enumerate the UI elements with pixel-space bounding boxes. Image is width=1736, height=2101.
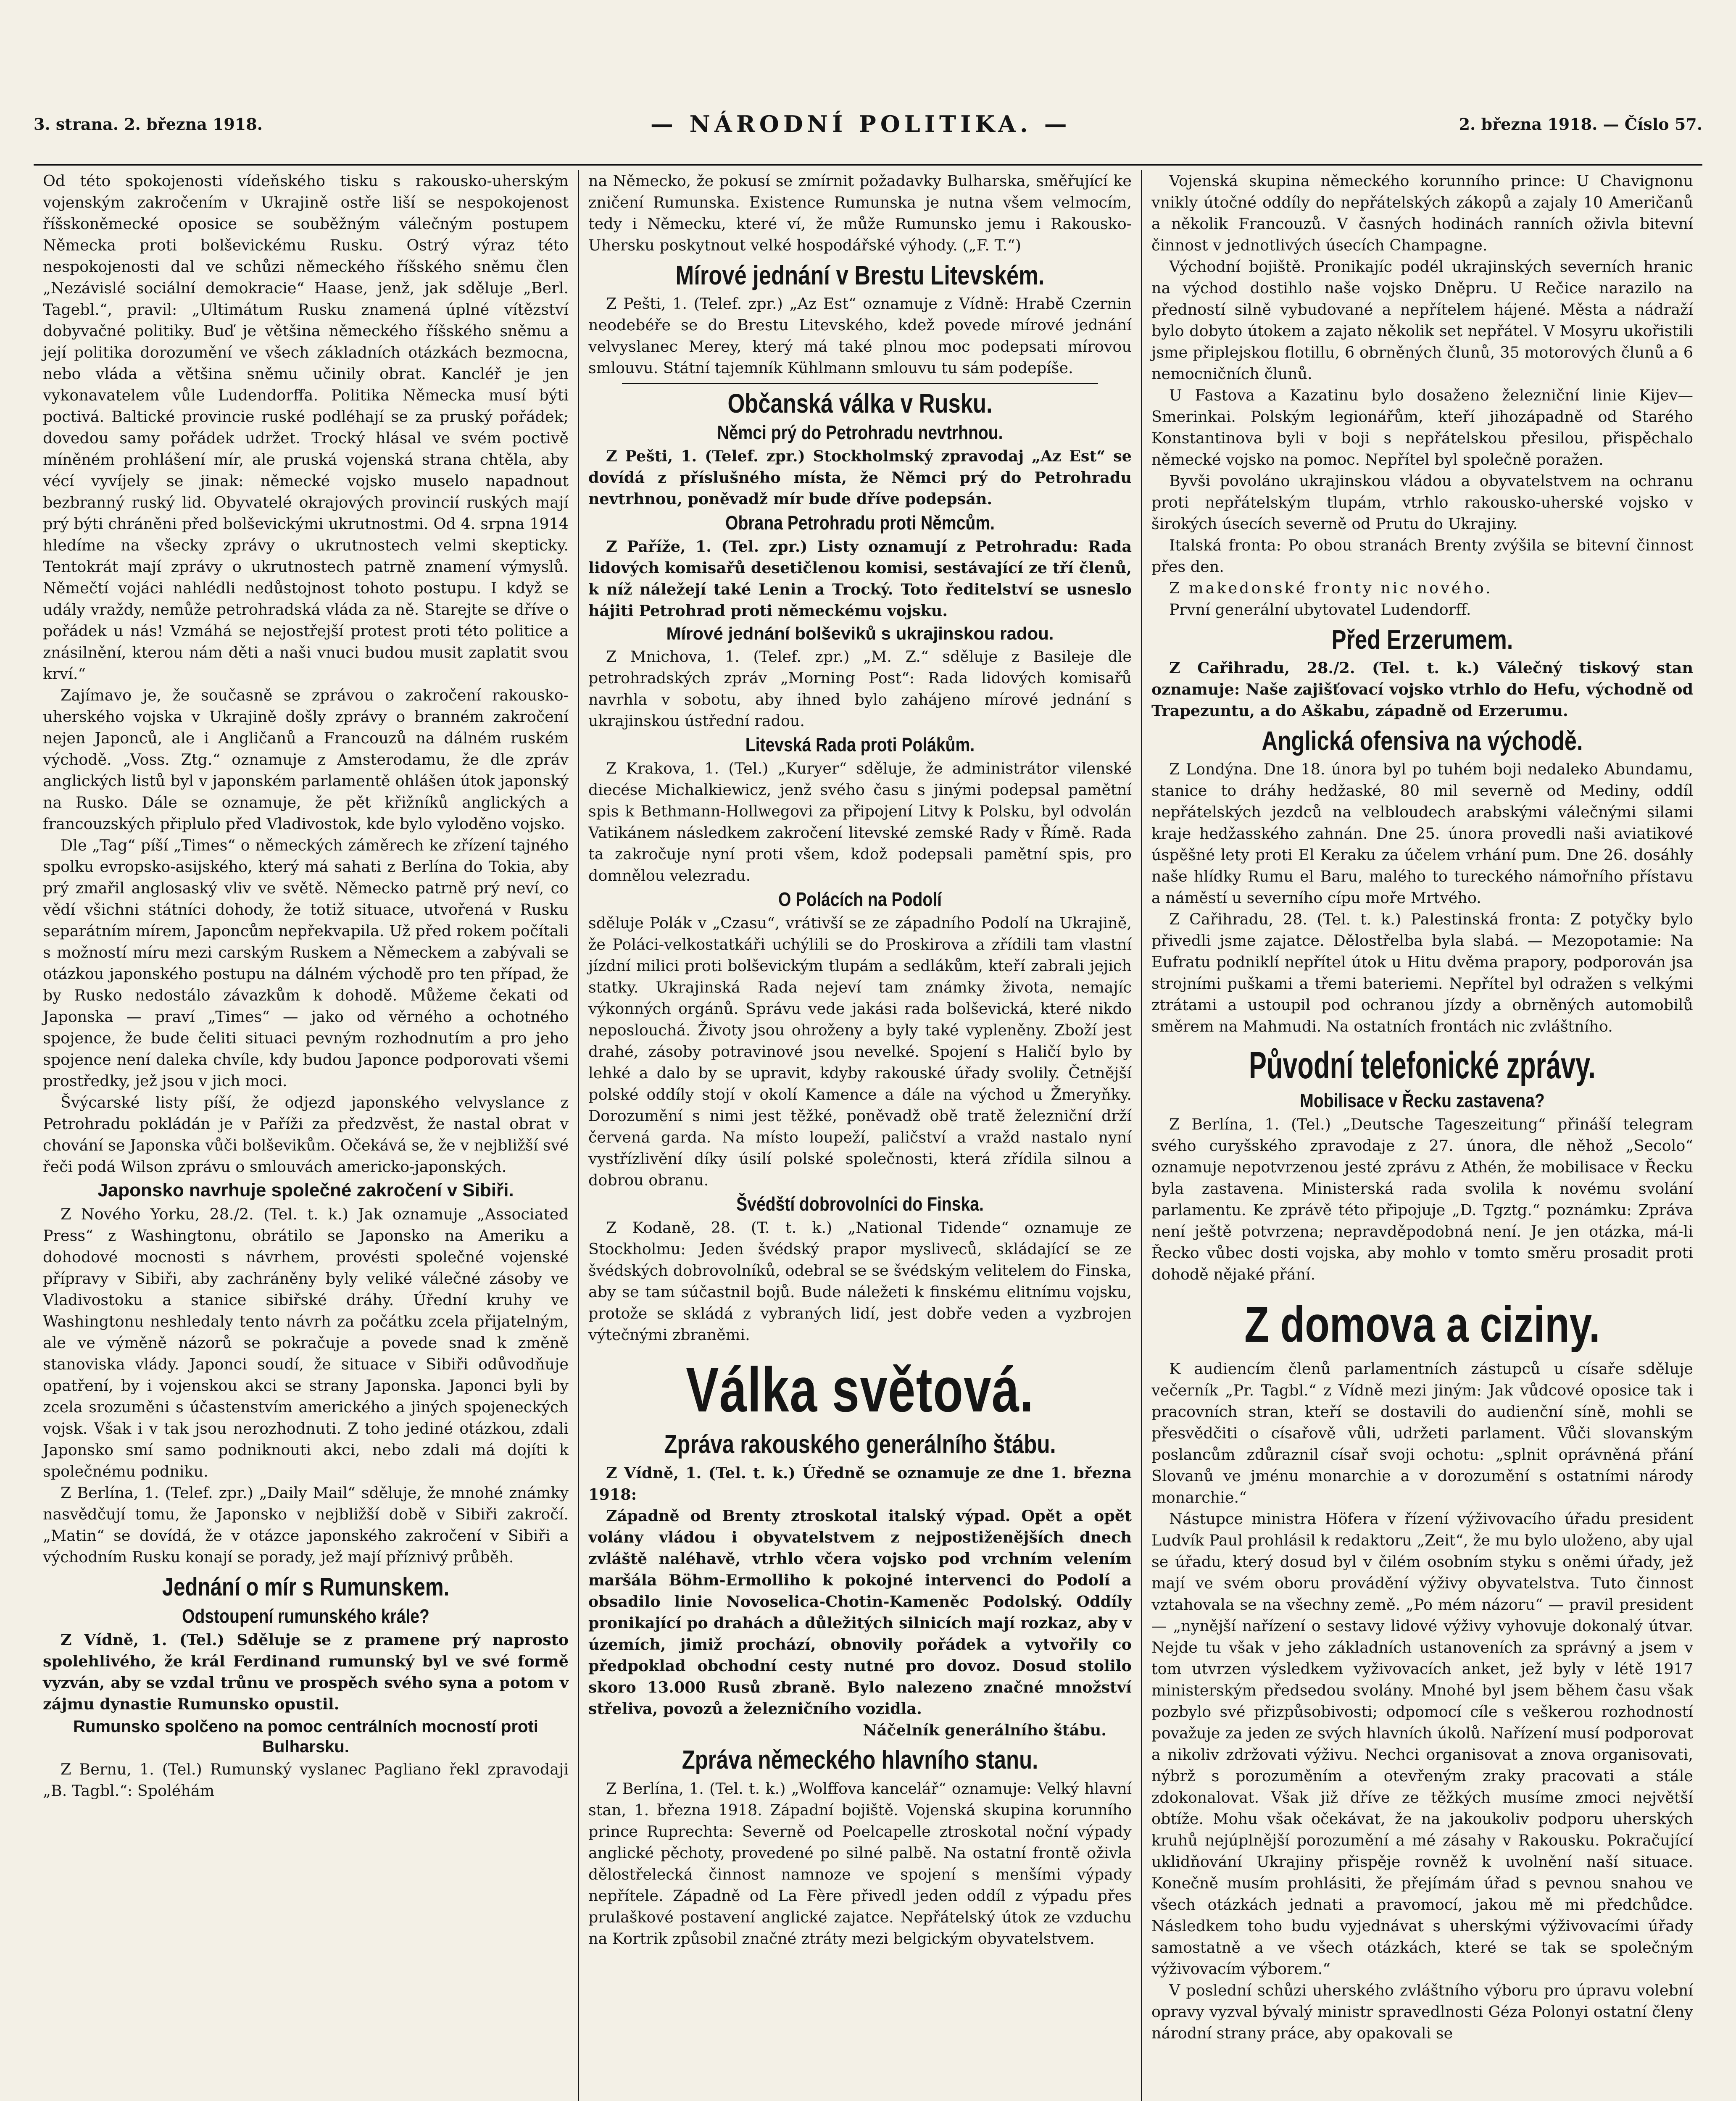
article-paragraph: K audiencím členů parlamentních zástupců u císaře sděluje večerník „Pr. Tagbl.“ z Vídně mezi jiným: Jak vůdcové oposice tak i pracovních stran, kteří se dostavili do audienční síně, mohli se přesvědčiti o císařově vůli, udržeti parlament. Vůči slovanským poslancům zdůraznil císař svoji ochotu: „splnit oprávněná přání Slovanů ve jménu monarchie a v dorozumění s ostatními národy monarchie.“ bbox=[1151, 1360, 1693, 1506]
article-paragraph: První generální ubytovatel Ludendorff. bbox=[1169, 600, 1471, 619]
article-paragraph: Od této spokojenosti vídeňského tisku s rakousko-uherským vojenským zakročením v Ukrajině ostře liší se nespokojenost říšskoněmecké oposice se souběžným válečným postupem Německa proti bolševickému Rusku. Ostrý výraz této nespokojenosti dal ve schůzi německého říšského sněmu člen „Nezávislé sociální demokracie“ Haase, jenž, jak sděluje „Berl. Tagebl.“, pravil: „Ultimátum Rusku znamená úplné vítězství dobyvačné politiky. Buď je většina německého říšského sněmu a její politika dorozumění ve všech základních otázkách bezmocna, nebo vláda a většina sněmu učinily obrat. Kancléř je jen vykonavatelem vůle Ludendorffa. Politika Německa musí býti poctivá. Baltické provincie ruské podléhají se za pruský pořádek; dovedou samy pořádek udržet. Trocký hlásal ve svém poctivě míněném prohlášení mír, ale pruská vojenská strana chtěla, aby vécí vyvíjely se jinak: německé vojsko muselo napadnout bezbranný ruský lid. Obyvatelé okrajových provincií ruských mají prý býti chráněni před bolševickými ukrutnostmi. Od 4. srpna 1914 hledíme na všecky zprávy o ukrutnostech velmi skepticky. Tentokrát mají zprávy o ukrutnostech patrně znamení výmyslů. Němečtí vojáci nahlédli nedůstojnost tohoto postupu. I když se udály vraždy, nemůže petrohradská vláda za ně. Starejte se dříve o pořádek u nás! Vzmáhá se nejostřejší protest proti této politice a znásilnění, kterou nám děti a naši vnuci budou musit zaplatit svou krví.“ bbox=[43, 172, 569, 683]
section-heading: Mírové jednání v Brestu Litevském. bbox=[675, 260, 1045, 290]
article-paragraph: Z Bernu, 1. (Tel.) Rumunský vyslanec Pagliano řekl zpravodaji „B. Tagbl.“: Spoléhám bbox=[43, 1760, 569, 1800]
subheading: Odstoupení rumunského krále? bbox=[182, 1605, 429, 1627]
subheading: Mobilisace v Řecku zastavena? bbox=[1300, 1090, 1545, 1111]
header-page-info: 3. strana. 2. března 1918. bbox=[34, 114, 263, 134]
section-heading: Japonsko navrhuje společné zakročení v Sibiři. bbox=[97, 1180, 514, 1201]
article-paragraph: Švýcarské listy píší, že odjezd japonského velvyslance z Petrohradu pokládán je v Paříži za předzvěst, že nastal obrat v chování se Japonska vůči bolševikům. Očekává se, že v nejbližší své řeči podá Wilson zprávu o smlouvách americko-japonských. bbox=[43, 1093, 569, 1176]
telephone-news-headline: Původní telefonické zprávy. bbox=[1249, 1045, 1596, 1087]
subheading: Němci prý do Petrohradu nevtrhnou. bbox=[717, 421, 1003, 443]
subheading: O Polácích na Podolí bbox=[778, 888, 942, 910]
masthead-title: — NÁRODNÍ POLITIKA. — bbox=[650, 111, 1071, 137]
article-paragraph: Z Pešti, 1. (Telef. zpr.) Stockholmský zpravodaj „Az Est“ se dovídá z příslušného místa, že Němci prý do Petrohradu nevtrhnou, poněvadž mír bude dříve podepsán. bbox=[588, 447, 1132, 508]
article-paragraph: na Německo, že pokusí se zmírnit požadavky Bulharska, směřující ke zničení Rumunska. Existence Rumunska je nutna všem velmocím, tedy i Německu, které ví, že může Rumunsko jemu i Rakousko-Uhersku poskytnout velké hospodářské výhody. („F. T.“) bbox=[588, 172, 1132, 254]
page-header bbox=[34, 25, 1702, 149]
article-paragraph: Západně od Brenty ztroskotal italský výpad. Opět a opět volány vládou i obyvatelstvem z nejpostiženějších dnech zvláště naléhavě, vtrhlo včera vojsko pod vrchním velením maršála Böhm-Ermolliho k pokojné intervenci do Podolí a obsadilo linie Novoselica-Chotin-Kameněc Podolský. Oddíly pronikající po drahách a důležitých silnicích mají rozkaz, aby v územích, jimiž prochází, obnovily pořádek a vytvořily co předpoklad obchodní cesty nutné pro dovoz. Dosud stolilo skoro 13.000 Rusů zbraně. Bylo nalezeno značné množství střeliva, povozů a železničního vozidla. bbox=[588, 1507, 1132, 1718]
section-heading: Jednání o mír s Rumunskem. bbox=[162, 1573, 450, 1601]
subheading: Mírové jednání bolševiků s ukrajinskou radou. bbox=[666, 624, 1054, 643]
subheading: Švédští dobrovolníci do Finska. bbox=[736, 1193, 984, 1215]
article-paragraph: Italská fronta: Po obou stranách Brenty zvýšila se bitevní činnost přes den. bbox=[1151, 536, 1693, 576]
subheading: Obrana Petrohradu proti Němcům. bbox=[725, 512, 995, 534]
article-paragraph: Z Cařihradu, 28. (Tel. t. k.) Palestinská fronta: Z potyčky bylo přivedli jsme zajatce. Dělostřelba byla slabá. — Mezopotamie: Na Eufratu podniklí nepřítel útok u Hitu dvěma prapory, podporován jsa strojními puškami a třemi bateriemi. Nepřítel byl odražen s velkými ztrátami a ustoupil pod ochranou jízdy a obrněných automobilů směrem na Mahmudi. Na ostatních frontách nic zvláštního. bbox=[1151, 910, 1693, 1035]
article-paragraph: Z Londýna. Dne 18. února byl po tuhém boji nedaleko Abundamu, stanice to dráhy hedžaské, 80 mil severně od Mediny, oddíl nepřátelských jezdců na velbloudech arabskými válečnými silami kraje hedžasského zahnán. Dne 25. února provedli naši aviatikové úspěšné lety proti El Keraku za účelem vrhání pum. Dne 26. dosáhly naše hlídky Rumu el Baru, malého to tureckého námořního přístavu a náměstí u severního cípu moře Mrtvého. bbox=[1151, 760, 1693, 907]
columns bbox=[34, 170, 1702, 2101]
article-paragraph: Z Berlína, 1. (Tel.) „Deutsche Tageszeitung“ přináší telegram svého curyšského zpravodaje z 27. února, dle něhož „Secolo“ oznamuje nepotvrzenou jesté zprávu z Athén, že mobilisace v Řecku byla zastavena. Ministerská rada svolila k novému svolání parlamentu. Ke zprávě této připojuje „D. Tgztg.“ poznámku: Zpráva není ještě potvrzena; nepravděpodobná není. Je jen otázka, má-li Řecko vůbec dosti vojska, aby mohlo v tomto směru prosadit proti dohodě nějaké přání. bbox=[1151, 1115, 1693, 1283]
subheading: Litevská Rada proti Polákům. bbox=[745, 734, 975, 756]
column-1 bbox=[34, 170, 578, 2101]
article-paragraph: Východní bojiště. Pronikajíc podél ukrajinských severních hranic na východ dostihlo naše vojsko Dněpru. U Rečice narazilo na předností silně vybudované a nepřítelem hájené. Města a nádraží bylo dobyto útokem a zajato několik set nepřátel. V Mosyru ukořistili jsme připlejskou flotillu, 6 obrněných člunů, 35 motorových člunů a 6 nemocničních člunů. bbox=[1151, 258, 1693, 383]
section-heading: Anglická ofensiva na východě. bbox=[1262, 726, 1583, 756]
war-headline: Válka světová. bbox=[686, 1354, 1034, 1425]
article-paragraph: Z Vídně, 1. (Tel.) Sděluje se z pramene prý naprosto spolehlivého, že král Ferdinand rumunský byl ve své formě vyzván, aby se vzdal trůnu ve prospěch svého syna a potom v zájmu dynastie Rumunsko opustil. bbox=[43, 1631, 569, 1713]
article-paragraph: Nástupce ministra Höfera v řízení výživovacího úřadu president Ludvík Paul prohlásil k redaktoru „Zeit“, že mu bylo uloženo, aby ujal se úřadu, který dosud byl v čilém osobním styku s oněmi úřady, jež mají ve svém oboru provádění výživy obyvatelstva. Tuto činnost vztahovala se na všechny země. „Po mém názoru“ — pravil president — „nynější nařízení o sestavy lidové výživy vyhovuje dokonalý útvar. Nejde tu však v jeho základních ustanoveních za správný a jsem v tom utvrzen výsledkem vyživovacích anket, jež byly v létě 1917 ministerským předsedou svolány. Mnohé byl jsem během času však pozbylo své přizpůsobivosti; odpomocí cíle s veškerou rozhodností považuje za jeden ze svých hlavních úkolů. Nařízení musí podporovat a nikoliv zdržovati výživu. Nechci organisovat a znova organisovati, nýbrž s porozuměním a otevřeným zraky pracovati a stále zdokonalovat. Však již dříve ze těžkých musíme zmoci největší obtíže. Mohu však očekávat, že na jakoukoliv podporu uherských kruhů nejúplnější porozumění a mé zásahy v Rakousku. Pokračující uklidňování Ukrajiny přispěje rovněž k uvolnění naší situace. Konečně musím prohlásiti, že přejímám úřad s pevnou snahou ve všech otázkách jednati a pravomocí, jakou mě mi předchůdce. Následkem toho budu vyjednávat s uherskými výživovacími úřady samostatně a ve všech otázkách, které se tak se společným výživovacím výborem.“ bbox=[1151, 1510, 1693, 1978]
section-heading: Zpráva rakouského generálního štábu. bbox=[664, 1430, 1056, 1459]
article-paragraph: Z Cařihradu, 28./2. (Tel. t. k.) Válečný tiskový stan oznamuje: Naše zajišťovací vojsko vtrhlo do Hefu, východně od Trapezuntu, a do Aškabu, západně od Erzerumu. bbox=[1151, 659, 1693, 720]
section-heading: Před Erzerumem. bbox=[1331, 624, 1513, 655]
article-paragraph: sděluje Polák v „Czasu“, vrátivší se ze západního Podolí na Ukrajině, že Poláci-velkostatkáři uchýlili se do Proskirova a zřídili tam vlastní jízdní milici proti bolševickým tlupám a sedlákům, kteří zabrali jejich statky. Ukrajinská Rada nejeví tam známky života, nemajíc výkonných orgánů. Správu vede jakási rada bolševická, které nikdo neposlouchá. Životy jsou ohroženy a byly také vypleněny. Zboží jest drahé, zásoby potravinové jsou nevelké. Spojení s Haličí bylo by lehké a dalo by se upravit, kdyby rakouské úřady svolily. Četnější polské oddíly stojí v okolí Kamence a dále na východ u Žmeryňky. Dorozumění s nimi jest těžké, poněvadž obě tratě železniční drží červená garda. Na místo loupeží, paličství a vražd nastalo nyní vystřízlivění díky úsilí polské společnosti, která zřídila silnou a dobrou obranu. bbox=[588, 914, 1132, 1189]
article-paragraph: Vojenská skupina německého korunního prince: U Chavignonu vnikly útočné oddíly do nepřátelských zákopů a zajaly 10 Američanů a několik Francouzů. V časných hodinách ranních oživla bitevní činnost v jednotlivých úsecích Champagne. bbox=[1151, 172, 1693, 254]
article-paragraph: Z Berlína, 1. (Telef. zpr.) „Daily Mail“ sděluje, že mnohé známky nasvědčují tomu, že Japonsko v nejbližší době v Sibiři zakročí. „Matin“ se dovídá, že v otázce japonského zakročení v Sibiři a východním Rusku konají se porady, jež mají příznivý průběh. bbox=[43, 1484, 569, 1566]
article-paragraph: Z Paříže, 1. (Tel. zpr.) Listy oznamují z Petrohradu: Rada lidových komisařů desetičlenou komisi, sestávající ze tří členů, k níž náležejí také Lenin a Trocký. Toto ředitelství se usneslo hájiti Petrohrad proti německému vojsku. bbox=[588, 537, 1132, 620]
article-paragraph: Z Kodaně, 28. (T. t. k.) „National Tidende“ oznamuje ze Stockholmu: Jeden švédský prapor mysliveců, skládající se ze švédských dobrovolníků, odebral se se švédským velitelem do Finska, aby se tam súčastnil bojů. Bude náležeti k finskému elitnímu vojsku, protože se skládá z vybraných lidí, jest dobře veden a vyzbrojen výtečnými zbraněmi. bbox=[588, 1219, 1132, 1344]
section-heading: Zpráva německého hlavního stanu. bbox=[682, 1746, 1038, 1775]
article-paragraph: Zajímavo je, že současně se zprávou o zakročení rakousko-uherského vojska v Ukrajině došly zprávy o branném zakročení nejen Japonců, ale i Angličanů a Francouzů na dálném ruském východě. „Voss. Ztg.“ oznamuje z Amsterodamu, že dle zpráv anglických listů byl v japonském parlamentě ohlášen útok japonský na Rusko. Dále se oznamuje, že pět křižníků anglických a francouzských připlulo před Vladivostok, kde bylo vyloděno vojsko. bbox=[43, 686, 569, 833]
article-paragraph: Z Vídně, 1. (Tel. t. k.) Úředně se oznamuje ze dne 1. března 1918: bbox=[588, 1464, 1132, 1503]
header-issue-number: 2. března 1918. — Číslo 57. bbox=[1459, 114, 1702, 134]
section-heading: Občanská válka v Rusku. bbox=[727, 388, 993, 419]
article-paragraph: Z Berlína, 1. (Tel. t. k.) „Wolffova kancelář“ oznamuje: Velký hlavní stan, 1. března 1918. Západní bojiště. Vojenská skupina korunního prince Ruprechta: Severně od Poelcapelle ztroskotal noční výpady anglické pěchoty, provedené po silné palbě. Na ostatní frontě oživla dělostřelecká činnost namnoze ve spojení s menšími výpady nepřítele. Západně od La Fère přivedl jeden oddíl z výpadu přes prulaškové postavení anglické zajatce. Nepřátelský útok ze vzduchu na Kortrik způsobil značné ztráty mezi belgickým obyvatelstvem. bbox=[588, 1780, 1132, 1948]
header-rule bbox=[34, 164, 1702, 166]
article-paragraph: Z Pešti, 1. (Telef. zpr.) „Az Est“ oznamuje z Vídně: Hrabě Czernin neodebéře se do Brestu Litevského, kdež povede mírové jednání velvyslanec Merey, který má také plnou moc podepsati mírovou smlouvu. Státní tajemník Kühlmann smlouvu tu sám podepíše. bbox=[588, 295, 1132, 377]
subheading: Rumunsko spolčeno na pomoc centrálních mocností proti Bulharsku. bbox=[73, 1717, 538, 1756]
article-paragraph: Z Mnichova, 1. (Telef. zpr.) „M. Z.“ sděluje z Basileje dle petrohradských zpráv „Morning Post“: Rada lidových komisařů navrhla v sobotu, aby ihned bylo zahájeno mírové jednání s ukrajinskou ústřední radou. bbox=[588, 648, 1132, 730]
home-abroad-headline: Z domova a ciziny. bbox=[1244, 1296, 1600, 1353]
column-2 bbox=[578, 170, 1141, 2101]
article-paragraph: Z Nového Yorku, 28./2. (Tel. t. k.) Jak oznamuje „Associated Press“ z Washingtonu, obrátilo se Japonsko na Ameriku a dohodové mocnosti s návrhem, provésti společné vojenské přípravy v Sibiři, aby zachráněny byly veliké válečné zásoby ve Vladivostoku a stanice sibiřské dráhy. Úřední kruhy ve Washingtonu neshledaly tento návrh za počátku zcela přijatelným, ale ve výměně názorů se pokračuje a povede snad k změně stanoviska vlády. Japonci soudí, že situace v Sibiři odůvodňuje opatření, by i vojenskou akci se strany Japonska. Japonci byli by zcela srozuměni s účastenstvím amerického a jiných spojeneckých vojsk. Však i v tak jsou nerozhodnuti. Z toho jediné otázkou, zdali Japonsko smí samo podniknouti akci, nebo zdali má dojíti k společnému podniku. bbox=[43, 1205, 569, 1480]
column-3 bbox=[1141, 170, 1702, 2101]
article-paragraph: V poslední schůzi uherského zvláštního výboru pro úpravu volební opravy vyzval bývalý ministr spravedlnosti Géza Polonyi ostatní členy národní strany práce, aby opakovali se bbox=[1151, 1981, 1693, 2042]
article-paragraph: U Fastova a Kazatinu bylo dosaženo železniční linie Kijev—Smerinkai. Polským legionářům, kteří jihozápadně od Starého Konstantinova byli v boji s nepřátelskou přesilou, přispěchalo německé vojsko na pomoc. Nepřítel byl společně poražen. bbox=[1151, 386, 1693, 469]
article-paragraph: Dle „Tag“ píší „Times“ o německých záměrech ke zřízení tajného spolku evropsko-asijského, který má sahati z Berlína do Tokia, aby prý zmařil anglosaský vliv ve světě. Německo patrně prý neví, co vědí všichni státníci dohody, že totiž situace, utvořená v Rusku separátním mírem, Japoncům nepřekvapila. Už před rokem počítali s možností míru mezi carským Ruskem a Německem a zabývali se otázkou japonského postupu na dálném východě pro ten případ, že by Rusko nedostálo závazkům k dohodě. Můžeme čekati od Japonska — praví „Times“ — jako od věrného a ochotného spojence, že bude čeliti situaci pevným rozhodnutím a pro jeho spojence není daleka chvíle, kdy budou Japonce podporovati všemi prostředky, jež jsou v jich moci. bbox=[43, 836, 569, 1090]
article-paragraph: Z makedonské fronty nic nového. bbox=[1169, 579, 1493, 597]
article-paragraph: Z Krakova, 1. (Tel.) „Kuryer“ sděluje, že administrátor vilenské diecése Michalkiewicz, jenž svého času s jinými podepsal pamětní spis k Bethmann-Hollwegovi za připojení Litvy k Polsku, byl odvolán Vatikánem následkem zakročení litevské zemské Rady v Římě. Rada ta zakročuje nyní proti všem, kdož podepsali pamětní spis, pro domnělou velezradu. bbox=[588, 759, 1132, 885]
signature: Náčelník generálního štábu. bbox=[863, 1721, 1106, 1739]
newspaper-page bbox=[34, 25, 1702, 2101]
article-paragraph: Byvši povoláno ukrajinskou vládou a obyvatelstvem na ochranu proti nepřátelským tlupám, vtrhlo rakousko-uherské vojsko v širokých úsecích severně od Prutu do Ukrajiny. bbox=[1151, 472, 1693, 533]
divider bbox=[622, 383, 1098, 384]
